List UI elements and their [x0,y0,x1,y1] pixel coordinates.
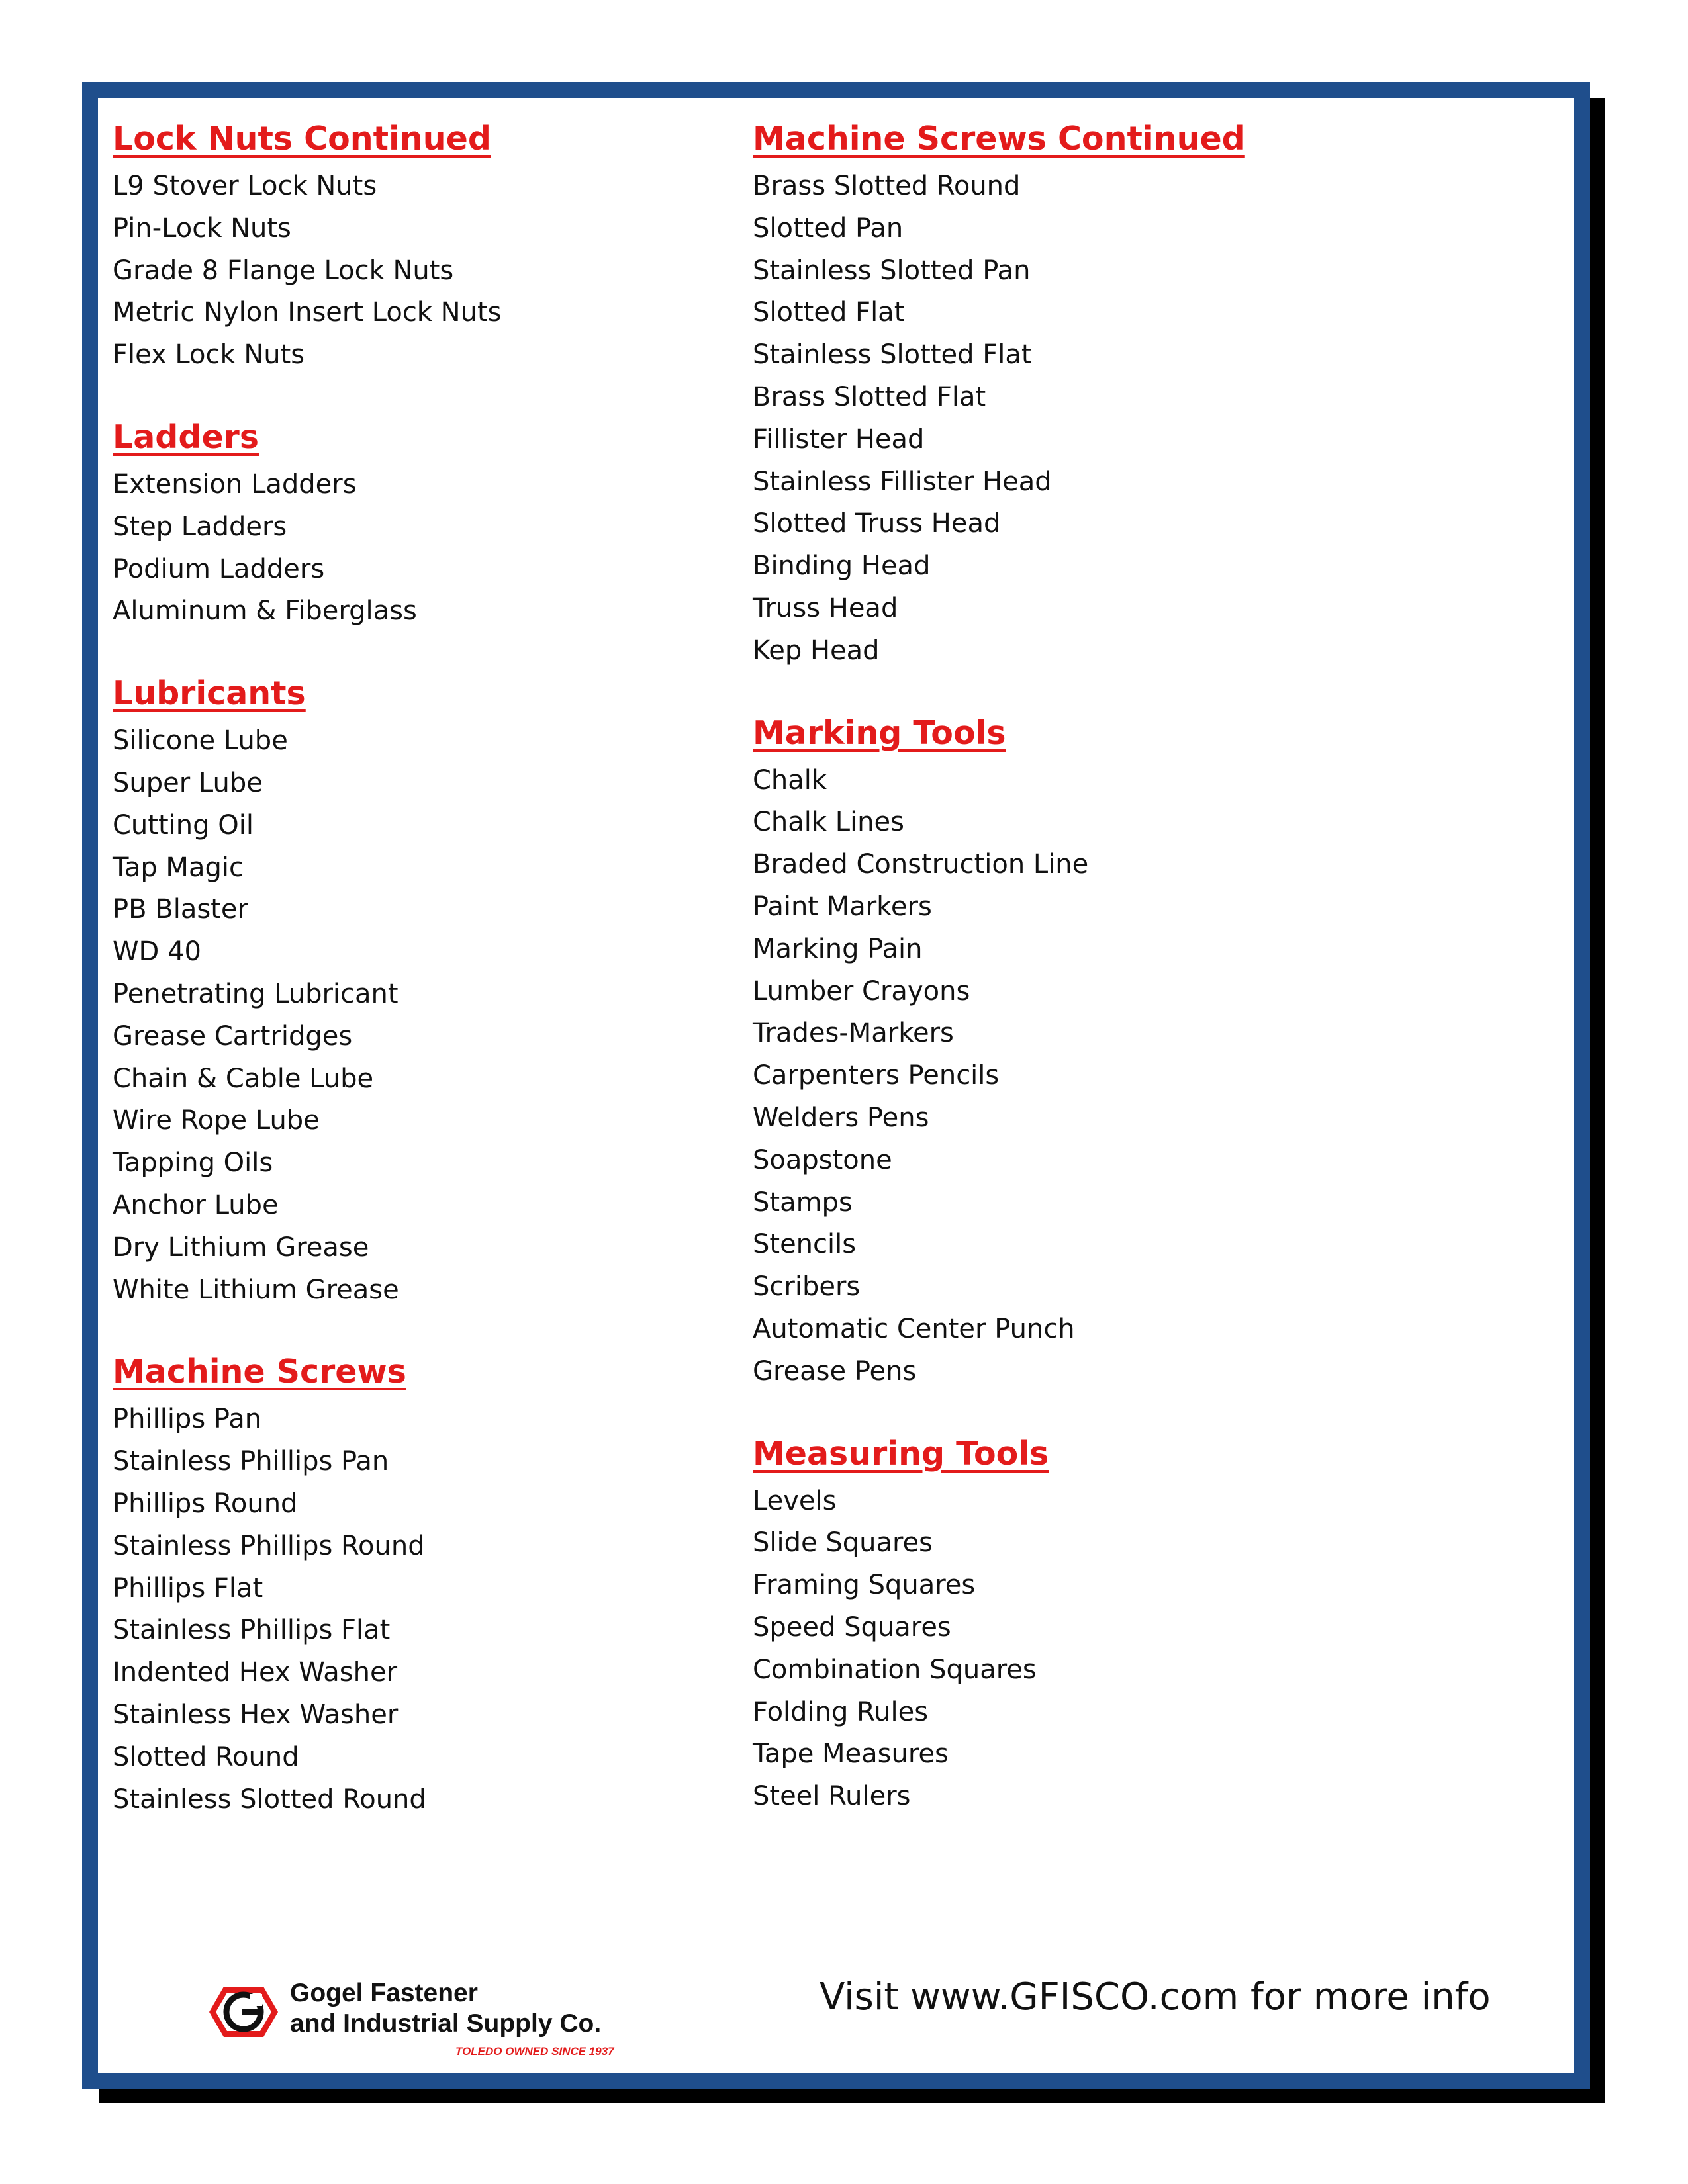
product-item: Phillips Pan [113,1404,262,1435]
category-section [753,118,1375,672]
product-item: Extension Ladders [113,469,357,500]
product-item: Flex Lock Nuts [113,340,305,371]
product-item: Marking Pain [753,933,923,964]
product-item: Tapping Oils [113,1148,273,1179]
product-item: Slotted Flat [753,297,905,328]
product-item: Phillips Round [113,1488,298,1519]
product-item: PB Blaster [113,894,248,925]
category-heading: Lubricants [113,674,306,713]
product-item: Speed Squares [753,1612,951,1643]
product-item: Step Ladders [113,511,287,542]
product-item: Silicone Lube [113,725,288,756]
product-item: Wire Rope Lube [113,1105,320,1136]
product-item: Combination Squares [753,1654,1037,1685]
gogel-hex-nut-icon [207,1984,281,2040]
product-item: Slotted Pan [753,212,904,244]
category-section [753,1433,1375,1818]
product-item: Braded Construction Line [753,849,1089,880]
product-item: Stainless Fillister Head [753,466,1052,497]
product-item: Stamps [753,1187,853,1218]
product-item: Indented Hex Washer [113,1657,398,1688]
product-item: Dry Lithium Grease [113,1232,369,1263]
category-section [753,712,1375,1393]
product-item: Carpenters Pencils [753,1060,1000,1091]
product-item: Chalk [753,764,827,796]
category-heading: Machine Screws [113,1353,406,1391]
product-item: Fillister Head [753,424,925,455]
product-item: Lumber Crayons [753,976,970,1007]
product-item: Brass Slotted Round [753,171,1021,201]
category-section [113,1351,735,1821]
product-item: Steel Rulers [753,1781,911,1812]
product-item: Stainless Slotted Pan [753,255,1031,286]
product-item: Tape Measures [753,1739,949,1770]
product-item: Slotted Truss Head [753,508,1001,539]
product-item: Slide Squares [753,1527,933,1559]
product-item: Truss Head [753,592,898,623]
product-item: Stainless Phillips Flat [113,1615,391,1646]
product-item: Grease Pens [753,1355,917,1387]
product-item: Anchor Lube [113,1189,279,1220]
left-column [113,118,735,1860]
product-item: Stainless Hex Washer [113,1699,399,1730]
product-item: Chain & Cable Lube [113,1063,374,1094]
product-item: Stencils [753,1229,857,1260]
category-section [113,118,735,377]
product-item: Phillips Flat [113,1572,263,1604]
product-item: Grease Cartridges [113,1021,353,1052]
product-item: Slotted Round [113,1741,299,1772]
visit-website-text: Visit www.GFISCO.com for more info [820,1976,1491,2019]
product-item: Podium Ladders [113,553,325,584]
logo-company-name-line2: and Industrial Supply Co. [290,2009,602,2038]
product-item: Levels [753,1485,837,1516]
product-item: Paint Markers [753,891,932,922]
product-item: Soapstone [753,1144,892,1175]
product-item: Welders Pens [753,1102,929,1133]
category-heading: Measuring Tools [753,1434,1049,1473]
product-item: Brass Slotted Flat [753,381,986,412]
product-item: Kep Head [753,635,880,666]
product-item: Automatic Center Punch [753,1313,1075,1344]
product-item: Stainless Slotted Round [113,1784,426,1815]
product-item: Trades-Markers [753,1018,954,1049]
category-section [113,672,735,1311]
category-section [113,416,735,633]
product-item: Tap Magic [113,852,244,883]
product-item: Cutting Oil [113,809,254,841]
product-item: L9 Stover Lock Nuts [113,171,377,201]
product-item: Chalk Lines [753,807,904,838]
product-item: Super Lube [113,767,263,798]
category-heading: Marking Tools [753,713,1006,752]
product-item: Aluminum & Fiberglass [113,596,417,627]
product-item: Grade 8 Flange Lock Nuts [113,255,454,286]
product-item: Stainless Phillips Round [113,1530,425,1561]
product-item: Scribers [753,1271,861,1302]
product-item: Penetrating Lubricant [113,978,399,1009]
product-item: Binding Head [753,551,931,582]
logo-company-name-line1: Gogel Fastener [290,1979,478,2007]
category-heading: Lock Nuts Continued [113,120,491,158]
product-item: Stainless Slotted Flat [753,340,1032,371]
product-item: Pin-Lock Nuts [113,212,291,244]
category-heading: Ladders [113,418,259,456]
right-column [753,118,1375,1858]
product-item: White Lithium Grease [113,1274,399,1305]
logo-tagline: TOLEDO OWNED SINCE 1937 [455,2045,614,2058]
product-item: WD 40 [113,936,201,968]
product-item: Stainless Phillips Pan [113,1446,389,1477]
product-item: Metric Nylon Insert Lock Nuts [113,297,502,328]
product-item: Folding Rules [753,1696,929,1727]
product-item: Framing Squares [753,1570,976,1601]
category-heading: Machine Screws Continued [753,120,1245,158]
